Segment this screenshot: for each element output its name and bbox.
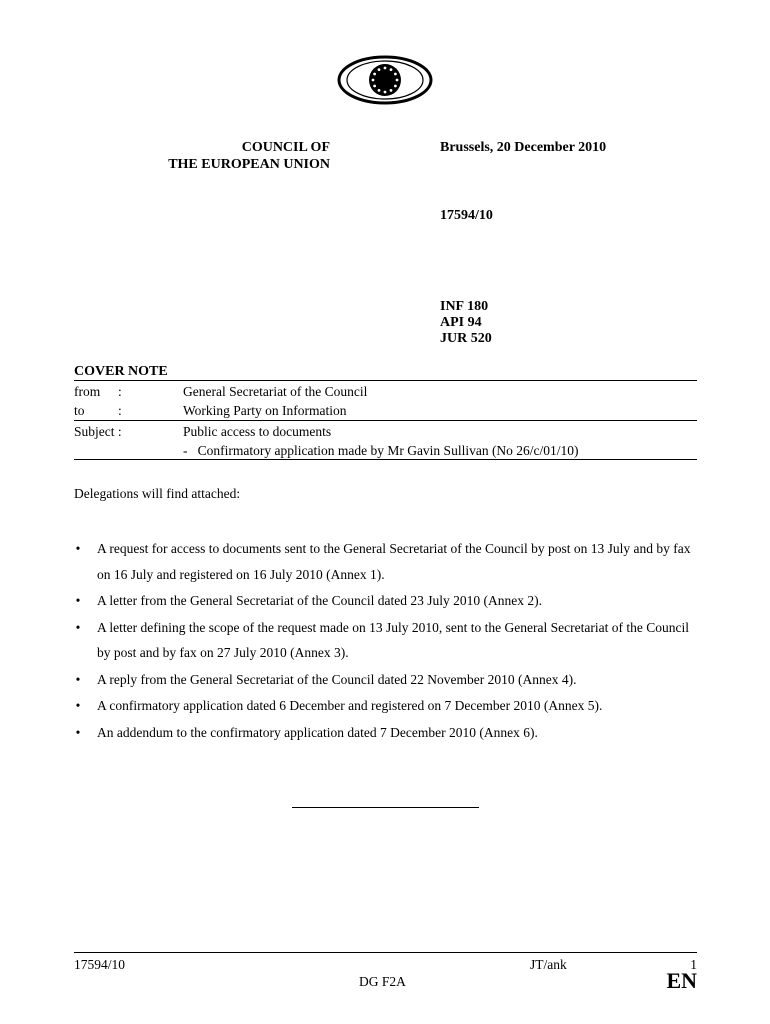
to-colon: : [118,403,122,418]
subject-label: Subject : [74,424,122,439]
bullet-icon: • [75,671,81,687]
list-item [74,615,704,666]
list-item-text: A request for access to documents sent to the General Secretariat of the Council by post on 13 July and by fax on 16 July and registered on 16 July 2010 (Annex 1). [97,541,691,582]
council-line-1: COUNCIL OF [241,140,330,155]
list-item-text: A letter from the General Secretariat of the Council dated 23 July 2010 (Annex 2). [97,593,542,608]
intro-text: Delegations will find attached: [74,486,241,501]
from-label: from [74,384,101,399]
classification-code-inf: INF 180 [440,299,489,314]
subject-line-1: Public access to documents [183,424,332,439]
list-item [74,720,704,746]
list-item-text: A letter defining the scope of the request made on 13 July 2010, sent to the General Secretariat of the Council by post and by fax on 27 July 2010 (Annex 3). [97,619,689,660]
place-date: Brussels, 20 December 2010 [440,140,607,155]
language-code: EN [666,968,697,993]
council-line-2: THE EUROPEAN UNION [168,157,330,172]
footer-initials: JT/ank [530,957,567,972]
cover-note-top-rule [74,380,697,381]
classification-code-api: API 94 [440,315,482,330]
page-number: 1 [690,957,697,972]
from-value: General Secretariat of the Council [183,384,368,399]
list-item [74,536,704,587]
council-heading [150,139,330,173]
list-item-text: An addendum to the confirmatory application dated 7 December 2010 (Annex 6). [97,724,538,740]
annex-list [74,536,704,746]
footer-dg: DG F2A [359,974,406,989]
list-item [74,667,704,693]
bullet-icon: • [75,724,81,740]
document-number: 17594/10 [440,208,493,223]
list-item-text: A confirmatory application dated 6 December and registered on 7 December 2010 (Annex 5). [97,698,603,713]
bullet-icon: • [75,619,81,635]
from-colon: : [118,384,122,399]
bullet-icon: • [75,541,81,556]
cover-note-middle-rule [74,420,697,421]
footer-doc-number: 17594/10 [74,957,126,972]
list-item-text: A reply from the General Secretariat of the Council dated 22 November 2010 (Annex 4). [97,671,577,687]
list-item [74,588,704,614]
cover-note-bottom-rule [74,459,697,460]
cover-note-title: COVER NOTE [74,364,168,379]
bullet-icon: • [75,593,81,608]
bullet-icon: • [75,698,81,713]
council-emblem-icon [337,55,433,105]
end-separator [292,807,479,808]
footer-rule [74,952,697,953]
classification-code-jur: JUR 520 [440,331,492,346]
to-label: to [74,403,85,418]
list-item [74,693,704,719]
subject-line-2: - Confirmatory application made by Mr Gavin Sullivan (No 26/c/01/10) [183,443,579,458]
to-value: Working Party on Information [183,403,347,418]
